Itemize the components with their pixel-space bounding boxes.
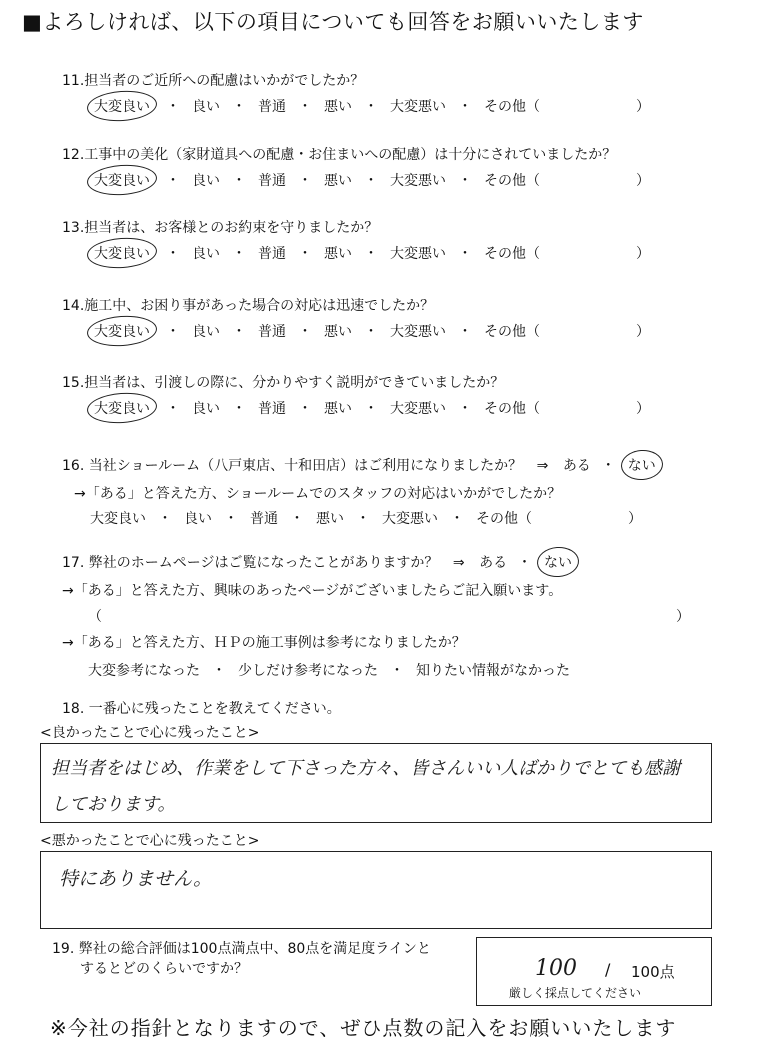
rating-options [90,96,650,116]
question-number: 13. [62,220,85,236]
rating-option-5[interactable]: 大変悪い [390,173,446,189]
answer-yes[interactable]: ある [562,458,591,474]
paren-close: ） [636,99,650,115]
separator: ・ [166,324,180,340]
page-title: ■よろしければ、以下の項目についても回答をお願いいたします [22,10,644,34]
separator: ・ [232,324,246,340]
rating-options [90,398,650,418]
rating-option-5[interactable]: 大変悪い [382,511,438,527]
rating-option-4[interactable]: 悪い [324,99,352,115]
separator: ・ [166,246,180,262]
option-somewhat-helpful[interactable]: 少しだけ参考になった [238,663,378,679]
rating-option-3[interactable]: 普通 [258,246,286,262]
question-number: 12. [62,147,85,163]
rating-option-2[interactable]: 良い [184,511,212,527]
separator: ・ [232,173,246,189]
separator: ・ [458,99,472,115]
rating-option-2[interactable]: 良い [192,246,220,262]
rating-option-1[interactable]: 大変良い [90,511,146,527]
separator: ・ [356,511,370,527]
separator: ・ [298,401,312,417]
answer-no-selected[interactable]: ない [540,552,576,572]
separator: ・ [364,324,378,340]
separator: ・ [458,401,472,417]
paren-close: ） [636,401,650,417]
separator: ・ [232,246,246,262]
question-text: 弊社のホームページはご覧になったことがありますか？ [88,555,439,571]
separator: ・ [232,99,246,115]
question-16 [62,455,660,475]
question-14 [62,295,434,315]
rating-option-3[interactable]: 普通 [258,173,286,189]
separator: ・ [298,246,312,262]
separator: ・ [364,246,378,262]
question-number: 19. [52,941,75,957]
separator: ・ [158,511,172,527]
good-answer-line2: しております。 [51,794,176,815]
question-19 [52,938,431,958]
rating-option-4[interactable]: 悪い [324,401,352,417]
question-text: 担当者のご近所への配慮はいかがでしたか？ [84,73,365,89]
question-number: 17. [62,555,85,571]
answer-yes[interactable]: ある [479,555,508,571]
q17-paren-open: （ [88,609,102,625]
question-text: 当社ショールーム（八戸東店、十和田店）はご利用になりましたか？ [88,458,523,474]
q17-options: 大変参考になった ・ 少しだけ参考になった ・ 知りたい情報がなかった [88,660,570,680]
paren-close: ） [636,324,650,340]
rating-option-6[interactable]: その他（ [484,99,540,115]
paren-close: ） [628,511,642,527]
rating-options [90,170,650,190]
separator: ・ [458,173,472,189]
rating-options [90,243,650,263]
rating-option-2[interactable]: 良い [192,99,220,115]
arrow-icon: ⇒ [452,555,465,571]
separator: ・ [298,173,312,189]
score-max: 100点 [631,963,675,981]
separator: ・ [232,401,246,417]
option-very-helpful[interactable]: 大変参考になった [88,663,200,679]
separator: ・ [224,511,238,527]
rating-option-3[interactable]: 普通 [258,324,286,340]
rating-option-4[interactable]: 悪い [316,511,344,527]
separator: ・ [166,99,180,115]
question-text-2: するとどのくらいですか？ [80,961,248,977]
rating-option-1[interactable]: 大変良い [90,170,154,190]
separator: ・ [450,511,464,527]
separator: ・ [298,324,312,340]
rating-option-2[interactable]: 良い [192,401,220,417]
q17-followup1: →「ある」と答えた方、興味のあったページがございましたらご記入願います。 [62,583,563,599]
rating-option-1[interactable]: 大変良い [90,243,154,263]
score-value: 100 [535,956,577,981]
bad-answer: 特にありません。 [59,868,213,890]
question-text: 工事中の美化（家財道具への配慮・お住まいへの配慮）は十分にされていましたか？ [84,147,617,163]
question-text-1: 弊社の総合評価は100点満点中、80点を満足度ラインと [78,941,431,957]
rating-option-5[interactable]: 大変悪い [390,324,446,340]
rating-option-6[interactable]: その他（ [476,511,532,527]
rating-option-6[interactable]: その他（ [484,173,540,189]
rating-option-3[interactable]: 普通 [258,401,286,417]
separator: ・ [601,458,616,474]
separator: ・ [364,99,378,115]
rating-option-4[interactable]: 悪い [324,324,352,340]
rating-option-1[interactable]: 大変良い [90,398,154,418]
rating-option-1[interactable]: 大変良い [90,321,154,341]
good-answer-line1: 担当者をはじめ、作業をして下さった方々、皆さんいい人ばかりでとても感謝 [51,758,681,779]
separator: ・ [166,173,180,189]
question-15 [62,372,504,392]
question-17 [62,552,576,572]
separator: ・ [364,401,378,417]
separator: ・ [298,99,312,115]
paren-close: ） [636,246,650,262]
q17-paren-close: ） [676,609,690,625]
question-text: 施工中、お困り事があった場合の対応は迅速でしたか？ [84,298,435,314]
rating-option-6[interactable]: その他（ [484,324,540,340]
paren-close: ） [636,173,650,189]
rating-option-1[interactable]: 大変良い [90,96,154,116]
rating-option-2[interactable]: 良い [192,173,220,189]
answer-no-selected[interactable]: ない [624,455,660,475]
separator: ・ [458,246,472,262]
score-note: 厳しく採点してください [509,986,642,1000]
question-12 [62,144,616,164]
rating-option-5[interactable]: 大変悪い [390,99,446,115]
good-answer-box[interactable] [40,743,712,823]
rating-option-4[interactable]: 悪い [324,246,352,262]
separator: ・ [364,173,378,189]
question-13 [62,217,378,237]
bad-answer-box[interactable] [40,851,712,929]
rating-option-3[interactable]: 普通 [258,99,286,115]
q16-followup: →「ある」と答えた方、ショールームでのスタッフの対応はいかがでしたか？ [74,486,562,502]
bad-label: <悪かったことで心に残ったこと> [40,833,260,849]
rating-option-5[interactable]: 大変悪い [390,246,446,262]
separator: ・ [290,511,304,527]
arrow-icon: ⇒ [536,458,549,474]
good-label: <良かったことで心に残ったこと> [40,725,260,741]
score-slash: / [605,960,611,979]
option-no-info[interactable]: 知りたい情報がなかった [416,663,570,679]
rating-option-6[interactable]: その他（ [484,401,540,417]
question-11 [62,70,364,90]
footer-note: ※今社の指針となりますので、ぜひ点数の記入をお願いいたします [50,1016,677,1040]
rating-option-3[interactable]: 普通 [250,511,278,527]
rating-options [90,321,650,341]
score-box[interactable] [476,937,712,1006]
rating-option-5[interactable]: 大変悪い [390,401,446,417]
rating-option-6[interactable]: その他（ [484,246,540,262]
separator: ・ [166,401,180,417]
q17-followup2: →「ある」と答えた方、ＨＰの施工事例は参考になりましたか？ [62,635,466,651]
rating-option-4[interactable]: 悪い [324,173,352,189]
question-number: 15. [62,375,85,391]
question-number: 16. [62,458,85,474]
q16-rating-options [90,508,642,528]
separator: ・ [458,324,472,340]
question-number: 18. [62,701,85,717]
rating-option-2[interactable]: 良い [192,324,220,340]
question-18 [62,698,341,718]
question-text: 担当者は、引渡しの際に、分かりやすく説明ができていましたか？ [84,375,505,391]
separator: ・ [517,555,532,571]
question-text: 一番心に残ったことを教えてください。 [88,701,341,717]
question-number: 11. [62,73,85,89]
question-number: 14. [62,298,85,314]
question-text: 担当者は、お客様とのお約束を守りましたか？ [84,220,379,236]
